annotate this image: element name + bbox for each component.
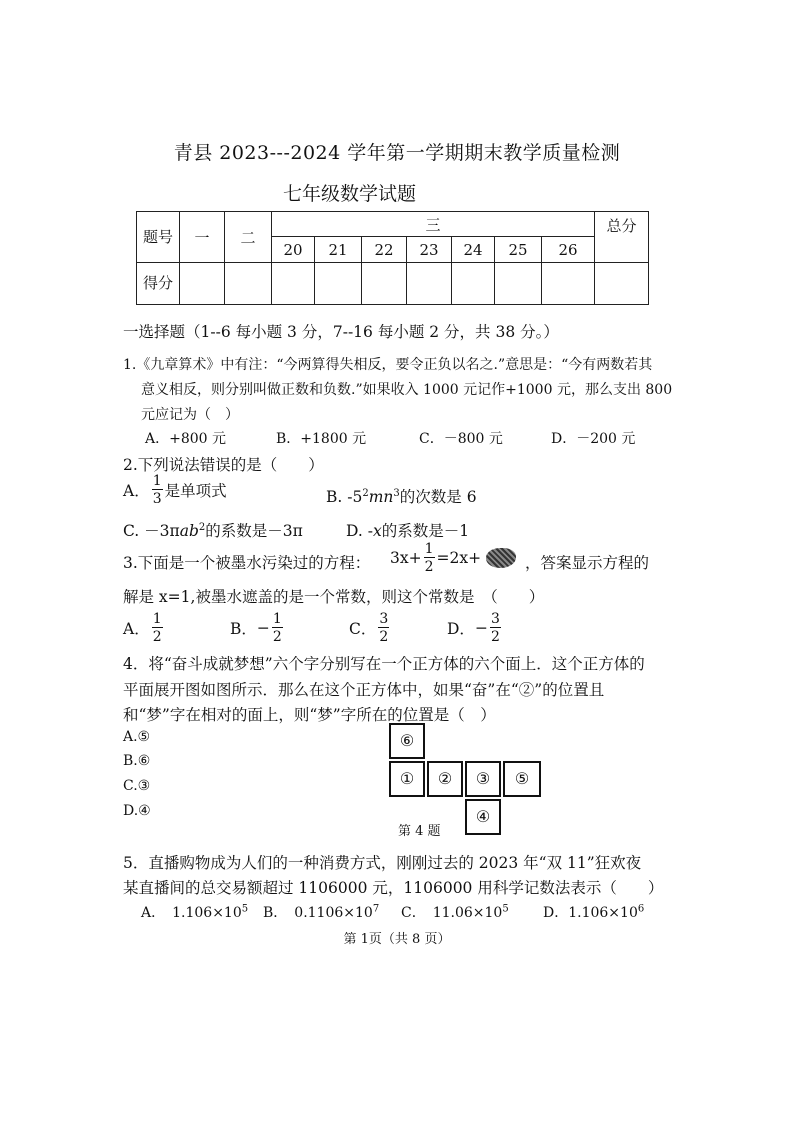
section-two-header: 二: [225, 212, 272, 263]
section-one-header: 一: [180, 212, 225, 263]
q3-b-label: B．: [230, 620, 257, 638]
q5-b-exp: 7: [372, 903, 380, 915]
q1-line1: 1.《九章算术》中有注：“今两算得失相反，要令正负以名之.”意思是：“今有两数若其: [123, 357, 653, 373]
q3-b-fraction: [272, 612, 283, 644]
q5-option-a: [141, 902, 248, 922]
q2-a-fraction: [152, 474, 163, 506]
q5-c-exp: 5: [502, 903, 509, 915]
q4-option-a: A.⑤: [123, 729, 151, 745]
q5-d-text: D．1.106×10: [543, 905, 638, 921]
q1-option-d: D．－200 元: [551, 431, 636, 447]
q3-b-den: 2: [272, 629, 282, 645]
q3-a-label: A．: [123, 620, 150, 638]
q2-option-d: [346, 519, 469, 541]
q5-a-exp: 5: [241, 903, 249, 915]
question-number-cell: 23: [407, 237, 452, 263]
q3-a-fraction: [152, 612, 163, 644]
score-entry-cell: [595, 263, 649, 305]
total-header: 总分: [595, 212, 649, 263]
exam-subtitle: 七年级数学试题: [283, 183, 417, 205]
q5-line2: 某直播间的总交易额超过 1106000 元，1106000 用科学记数法表示（ ）: [123, 879, 664, 897]
q2-option-a: [123, 474, 227, 506]
score-entry-cell: [315, 263, 362, 305]
q5-d-exp: 6: [637, 903, 645, 915]
score-entry-cell: [272, 263, 315, 305]
q2-b-prefix: B. -5: [326, 488, 363, 506]
q3-c-fraction: [378, 612, 389, 644]
score-entry-cell: [362, 263, 407, 305]
q3-stem-after: ，答案显示方程的: [525, 554, 650, 572]
score-entry-cell: [452, 263, 495, 305]
q4-option-b: B.⑥: [123, 753, 151, 769]
q2-d-var: x: [372, 522, 382, 540]
q3-d-sign: −: [474, 619, 488, 637]
score-entry-cell: [542, 263, 595, 305]
q2-b-text: 的次数是 6: [399, 488, 477, 506]
q3-a-num: 1: [152, 611, 162, 627]
cube-net-face: ⑥: [389, 723, 425, 759]
q3-c-label: C．: [349, 620, 377, 638]
q5-b-text: B． 0.1106×10: [263, 905, 373, 921]
q4-option-d: D.④: [123, 803, 151, 819]
q2-option-c: [123, 519, 303, 541]
question-number-cell: 26: [542, 237, 595, 263]
q3-option-d: [447, 612, 503, 644]
q1-option-b: B．+1800 元: [276, 431, 367, 447]
cube-net-face: ④: [465, 799, 501, 835]
q2-b-sup2: 3: [393, 487, 400, 499]
q3-d-num: 3: [490, 611, 500, 627]
score-entry-cell: [180, 263, 225, 305]
question-number-cell: 20: [272, 237, 315, 263]
q2-c-prefix: C. －3π: [123, 522, 180, 540]
ink-stain: [486, 548, 516, 568]
score-entry-cell: [495, 263, 542, 305]
q3-c-num: 3: [379, 611, 389, 627]
cube-net-face: ②: [427, 761, 463, 797]
score-entry-cell: [225, 263, 272, 305]
q4-line3: 和“梦”字在相对的面上，则“梦”字所在的位置是（ ）: [123, 706, 496, 724]
q3-line2: 解是 x=1,被墨水遮盖的是一个常数，则这个常数是 （ ）: [123, 588, 545, 606]
exam-title: 青县 2023---2024 学年第一学期期末教学质量检测: [173, 142, 621, 164]
q2-stem: 2.下列说法错误的是（ ）: [123, 456, 324, 474]
q2-b-sup1: 2: [362, 487, 369, 499]
q2-c-var: ab: [179, 522, 199, 540]
q5-option-b: [263, 902, 379, 922]
q1-line2: 意义相反，则分别叫做正数和负数.”如果收入 1000 元记作+1000 元，那么支出 800: [141, 382, 673, 398]
q3-c-den: 2: [379, 629, 389, 645]
q3-d-label: D．: [447, 620, 475, 638]
q5-c-text: C． 11.06×10: [401, 905, 503, 921]
q5-line1: 5．直播购物成为人们的一种消费方式，刚刚过去的 2023 年“双 11”狂欢夜: [123, 854, 642, 872]
figure-caption: 第 4 题: [398, 824, 441, 839]
q3-d-den: 2: [490, 629, 500, 645]
q5-option-d: [543, 902, 644, 922]
q5-a-text: A． 1.106×10: [141, 905, 242, 921]
q3-equation: [390, 542, 516, 574]
score-entry-cell: [407, 263, 452, 305]
question-number-cell: 21: [315, 237, 362, 263]
q3-eq-fraction: [424, 542, 435, 574]
q3-b-sign: −: [256, 619, 270, 637]
q3-stem: 3.下面是一个被墨水污染过的方程：: [123, 554, 371, 572]
question-number-cell: 24: [452, 237, 495, 263]
page-number: 第 1页（共 8 页）: [343, 932, 451, 947]
q3-eq-left: 3x+: [390, 549, 422, 567]
q2-d-text: 的系数是－1: [381, 522, 470, 540]
q3-option-a: [123, 612, 165, 644]
q3-option-c: [349, 612, 391, 644]
q2-a-prefix: A．: [123, 482, 150, 500]
q3-eq-denominator: 2: [424, 559, 434, 575]
defen-header: 得分: [137, 263, 180, 305]
q3-eq-right: =2x+: [436, 549, 482, 567]
cube-net-face: ①: [389, 761, 425, 797]
q2-a-numerator: 1: [152, 473, 162, 489]
question-number-cell: 22: [362, 237, 407, 263]
question-number-cell: 25: [495, 237, 542, 263]
q2-c-sup: 2: [198, 521, 206, 533]
q1-line3: 元应记为（ ）: [141, 407, 239, 423]
q4-option-c: C.③: [123, 778, 151, 794]
q4-line1: 4．将“奋斗成就梦想”六个字分别写在一个正方体的六个面上．这个正方体的: [123, 655, 645, 673]
cube-net-face: ⑤: [503, 761, 541, 797]
q3-option-b: [230, 612, 285, 644]
score-table: [136, 211, 649, 305]
tihao-header: 题号: [137, 212, 180, 263]
q2-a-text: 是单项式: [164, 482, 227, 500]
q5-option-c: [401, 902, 509, 922]
q3-a-den: 2: [152, 629, 162, 645]
q1-option-a: A．+800 元: [145, 431, 227, 447]
q3-b-num: 1: [272, 611, 282, 627]
q2-b-mid: mn: [368, 488, 394, 506]
q4-line2: 平面展开图如图所示．那么在这个正方体中，如果“奋”在“②”的位置且: [123, 681, 605, 699]
q3-d-fraction: [490, 612, 501, 644]
cube-net-face: ③: [465, 761, 501, 797]
q1-option-c: C．－800 元: [419, 431, 503, 447]
q3-eq-numerator: 1: [424, 541, 434, 557]
section-three-header: 三: [272, 212, 595, 237]
section-one-heading: 一选择题（1--6 每小题 3 分，7--16 每小题 2 分，共 38 分。）: [123, 323, 559, 341]
q2-a-denominator: 3: [152, 491, 162, 507]
q2-option-b: [326, 485, 477, 507]
q2-c-text: 的系数是－3π: [205, 522, 303, 540]
q2-d-prefix: D. -: [346, 522, 373, 540]
